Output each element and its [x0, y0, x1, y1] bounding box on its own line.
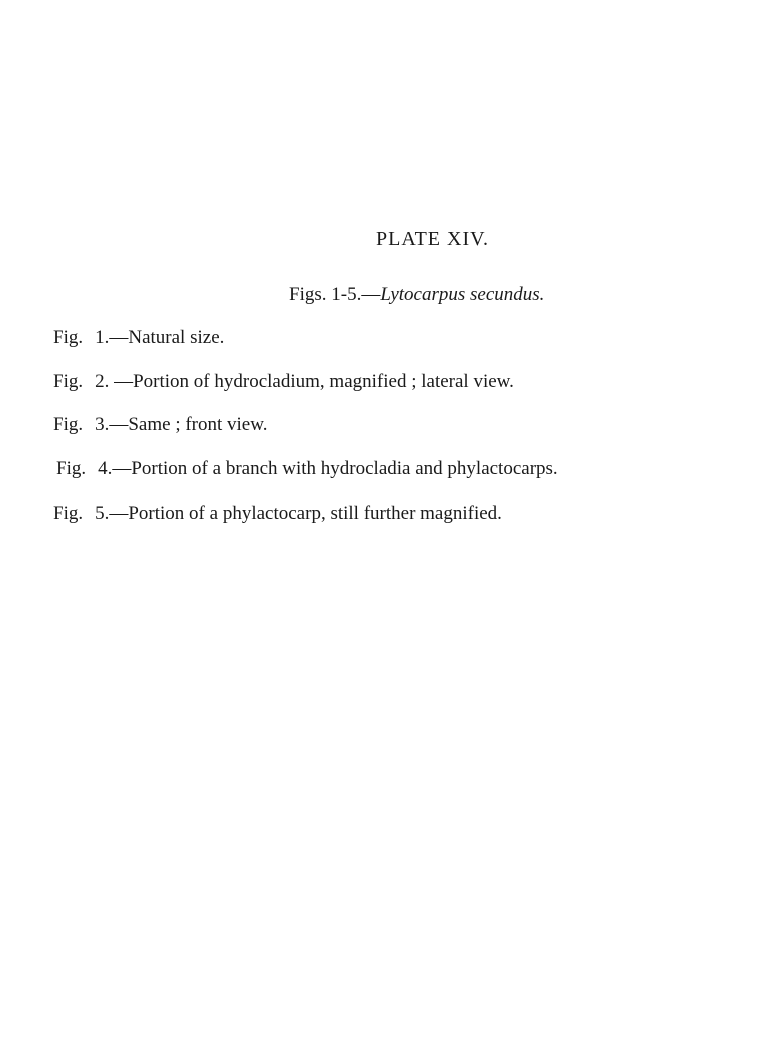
figure-caption-5 — [53, 503, 502, 525]
figure-description: 2. —Portion of hydrocladium, magnified ; lateral view. — [95, 371, 514, 392]
figure-caption-2 — [53, 371, 514, 393]
figure-label: Fig. — [53, 327, 84, 348]
species-name: Lytocarpus secundus. — [380, 284, 545, 305]
figure-label: Fig. — [53, 503, 84, 524]
figure-label: Fig. — [56, 458, 87, 479]
figure-description: 4.—Portion of a branch with hydrocladia and phylactocarps. — [98, 458, 558, 479]
figures-range: Figs. 1-5.— — [289, 284, 381, 305]
figure-label: Fig. — [53, 371, 84, 392]
figure-caption-1 — [53, 327, 224, 349]
plate-title: PLATE XIV. — [376, 228, 489, 250]
figures-heading — [289, 284, 544, 306]
figure-label: Fig. — [53, 414, 84, 435]
figure-caption-3 — [53, 414, 267, 436]
figure-caption-4 — [56, 458, 558, 480]
figure-description: 5.—Portion of a phylactocarp, still further magnified. — [95, 503, 502, 524]
figure-description: 1.—Natural size. — [95, 327, 225, 348]
figure-description: 3.—Same ; front view. — [95, 414, 268, 435]
